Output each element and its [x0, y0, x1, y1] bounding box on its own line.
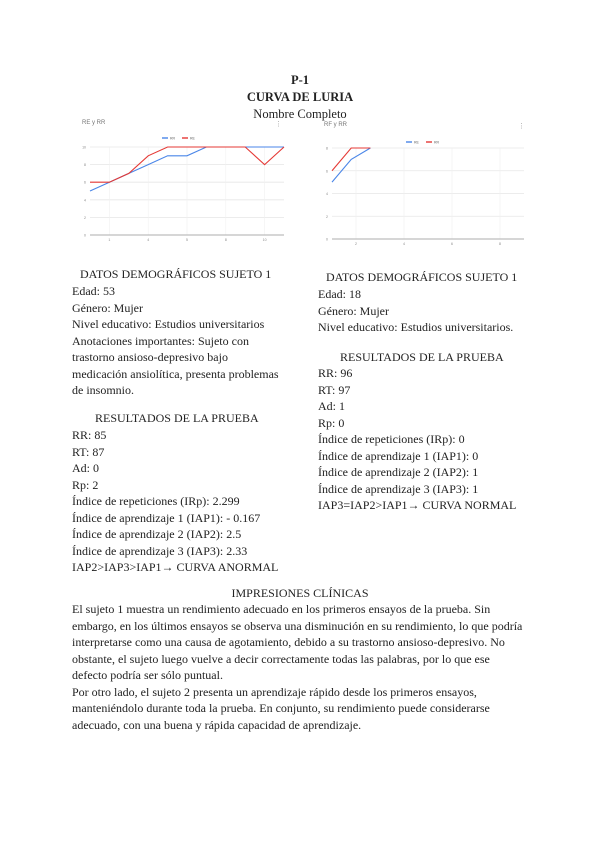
subject-1-line: Género: Mujer [72, 300, 143, 315]
legend-label: RE [190, 136, 195, 141]
x-tick-label: 8 [499, 242, 501, 246]
subject-1-conclusion: IAP2>IAP3>IAP1→ CURVA ANORMAL [72, 560, 279, 574]
chart-1-svg [78, 120, 290, 248]
y-tick-label: 10 [82, 145, 86, 150]
series-line-re [332, 148, 370, 182]
subject-2-result: RT: 97 [318, 382, 351, 397]
subject-2-line: Género: Mujer [318, 303, 389, 318]
impressions-body [72, 601, 532, 733]
subject-2-results [318, 365, 516, 514]
y-tick-label: 4 [84, 198, 86, 203]
y-tick-label: 2 [326, 214, 328, 219]
subject-2-demographics [318, 286, 513, 336]
x-tick-label: 10 [262, 238, 267, 242]
x-tick-label: 8 [224, 238, 227, 242]
legend-label: RE [414, 140, 419, 145]
subject-2-result: Rp: 0 [318, 415, 345, 430]
legend-label: RR [170, 136, 176, 141]
subject-1-line: Nivel educativo: Estudios universitarios [72, 317, 265, 331]
impressions-line: defecto podría ser sólo puntual. [72, 668, 223, 682]
subject-1-result: Índice de repeticiones (IRp): 2.299 [72, 494, 240, 508]
chart-2-title: RF y RR [324, 122, 347, 128]
y-tick-label: 0 [326, 237, 328, 242]
y-tick-label: 8 [84, 163, 86, 168]
subject-1-results-heading: RESULTADOS DE LA PRUEBA [95, 411, 259, 425]
subject-2-heading: DATOS DEMOGRÁFICOS SUJETO 1 [326, 270, 518, 284]
y-tick-label: 0 [84, 233, 86, 238]
x-tick-label: 1 [108, 238, 111, 242]
impressions-line: Por otro lado, el sujeto 2 presenta un aprendizaje rápido desde los primeros ensayos, [72, 684, 477, 699]
x-tick-label: 4 [403, 242, 405, 246]
impressions-line: manteniéndolo durante toda la prueba. En conjunto, su rendimiento puede considerarse [72, 701, 490, 715]
subject-2-result: Ad: 1 [318, 399, 345, 413]
y-tick-label: 2 [84, 215, 86, 220]
impressions-line: interpretarse como una causa de agotamiento, debido a su trastorno ansioso-depresivo. No [72, 635, 505, 649]
x-tick-label: 5 [186, 238, 188, 242]
subject-1-result: RR: 85 [72, 428, 107, 442]
chart-subject-1 [78, 120, 290, 248]
x-tick-label: 2 [355, 242, 357, 246]
impressions-heading: IMPRESIONES CLÍNICAS [231, 586, 369, 600]
subject-2-result: Índice de aprendizaje 3 (IAP3): 1 [318, 481, 479, 496]
chart-1-title: RE y RR [82, 120, 106, 126]
subject-1-demographics [72, 283, 279, 399]
page-subtitle: Nombre Completo [253, 107, 347, 121]
subject-2-result: RR: 96 [318, 366, 353, 380]
x-tick-label: 6 [451, 242, 453, 246]
subject-2-conclusion: IAP3=IAP2>IAP1→ CURVA NORMAL [318, 498, 517, 512]
x-tick-label: 4 [147, 238, 150, 242]
subject-1-result: RT: 87 [72, 444, 105, 459]
y-tick-label: 4 [326, 192, 328, 196]
subject-2-result: Índice de aprendizaje 1 (IAP1): 0 [318, 448, 479, 463]
subject-1-result: Índice de aprendizaje 1 (IAP1): - 0.167 [72, 510, 261, 525]
subject-1-line: Anotaciones importantes: Sujeto con [72, 333, 249, 348]
impressions-line: adecuado, con una buena y rápida capacidad de aprendizaje. [72, 717, 362, 732]
impressions-line: embargo, en los últimos ensayos se observa una disminución en su rendimiento, lo que podría [72, 618, 523, 633]
subject-1-line: trastorno ansioso-depresivo bajo [72, 350, 228, 364]
impressions-line: El sujeto 1 muestra un rendimiento adecuado en los primeros ensayos de la prueba. Sin [72, 602, 491, 616]
y-tick-label: 8 [326, 146, 328, 151]
y-tick-label: 6 [84, 180, 86, 185]
subject-1-result: Índice de aprendizaje 2 (IAP2): 2.5 [72, 527, 242, 541]
subject-1-line: de insomnio. [72, 383, 134, 397]
subject-2-result: Índice de aprendizaje 2 (IAP2): 1 [318, 465, 479, 479]
y-tick-label: 6 [326, 169, 328, 174]
chart-2-svg [320, 122, 528, 248]
subject-2-line: Edad: 18 [318, 287, 361, 301]
subject-1-result: Rp: 2 [72, 477, 99, 492]
subject-1-line: medicación ansiolítica, presenta problemas [72, 366, 279, 381]
chart-1-menu-icon[interactable]: ⋮ [275, 121, 282, 128]
subject-1-result: Ad: 0 [72, 461, 99, 475]
subject-2-result: Índice de repeticiones (IRp): 0 [318, 432, 465, 446]
chart-subject-2 [320, 122, 528, 248]
subject-1-line: Edad: 53 [72, 284, 115, 298]
chart-2-menu-icon[interactable]: ⋮ [518, 123, 525, 130]
page-title: CURVA DE LURIA [246, 90, 354, 104]
page-code: P-1 [290, 73, 310, 87]
subject-1-heading: DATOS DEMOGRÁFICOS SUJETO 1 [80, 267, 272, 281]
legend-label: RR [434, 140, 440, 145]
subject-1-results [72, 427, 278, 576]
impressions-line: obstante, el sujeto luego vuelve a decir correctamente todas las palabras, por lo que ese [72, 651, 490, 666]
subject-2-results-heading: RESULTADOS DE LA PRUEBA [340, 350, 504, 364]
subject-2-line: Nivel educativo: Estudios universitarios. [318, 320, 514, 334]
subject-1-result: Índice de aprendizaje 3 (IAP3): 2.33 [72, 543, 248, 558]
